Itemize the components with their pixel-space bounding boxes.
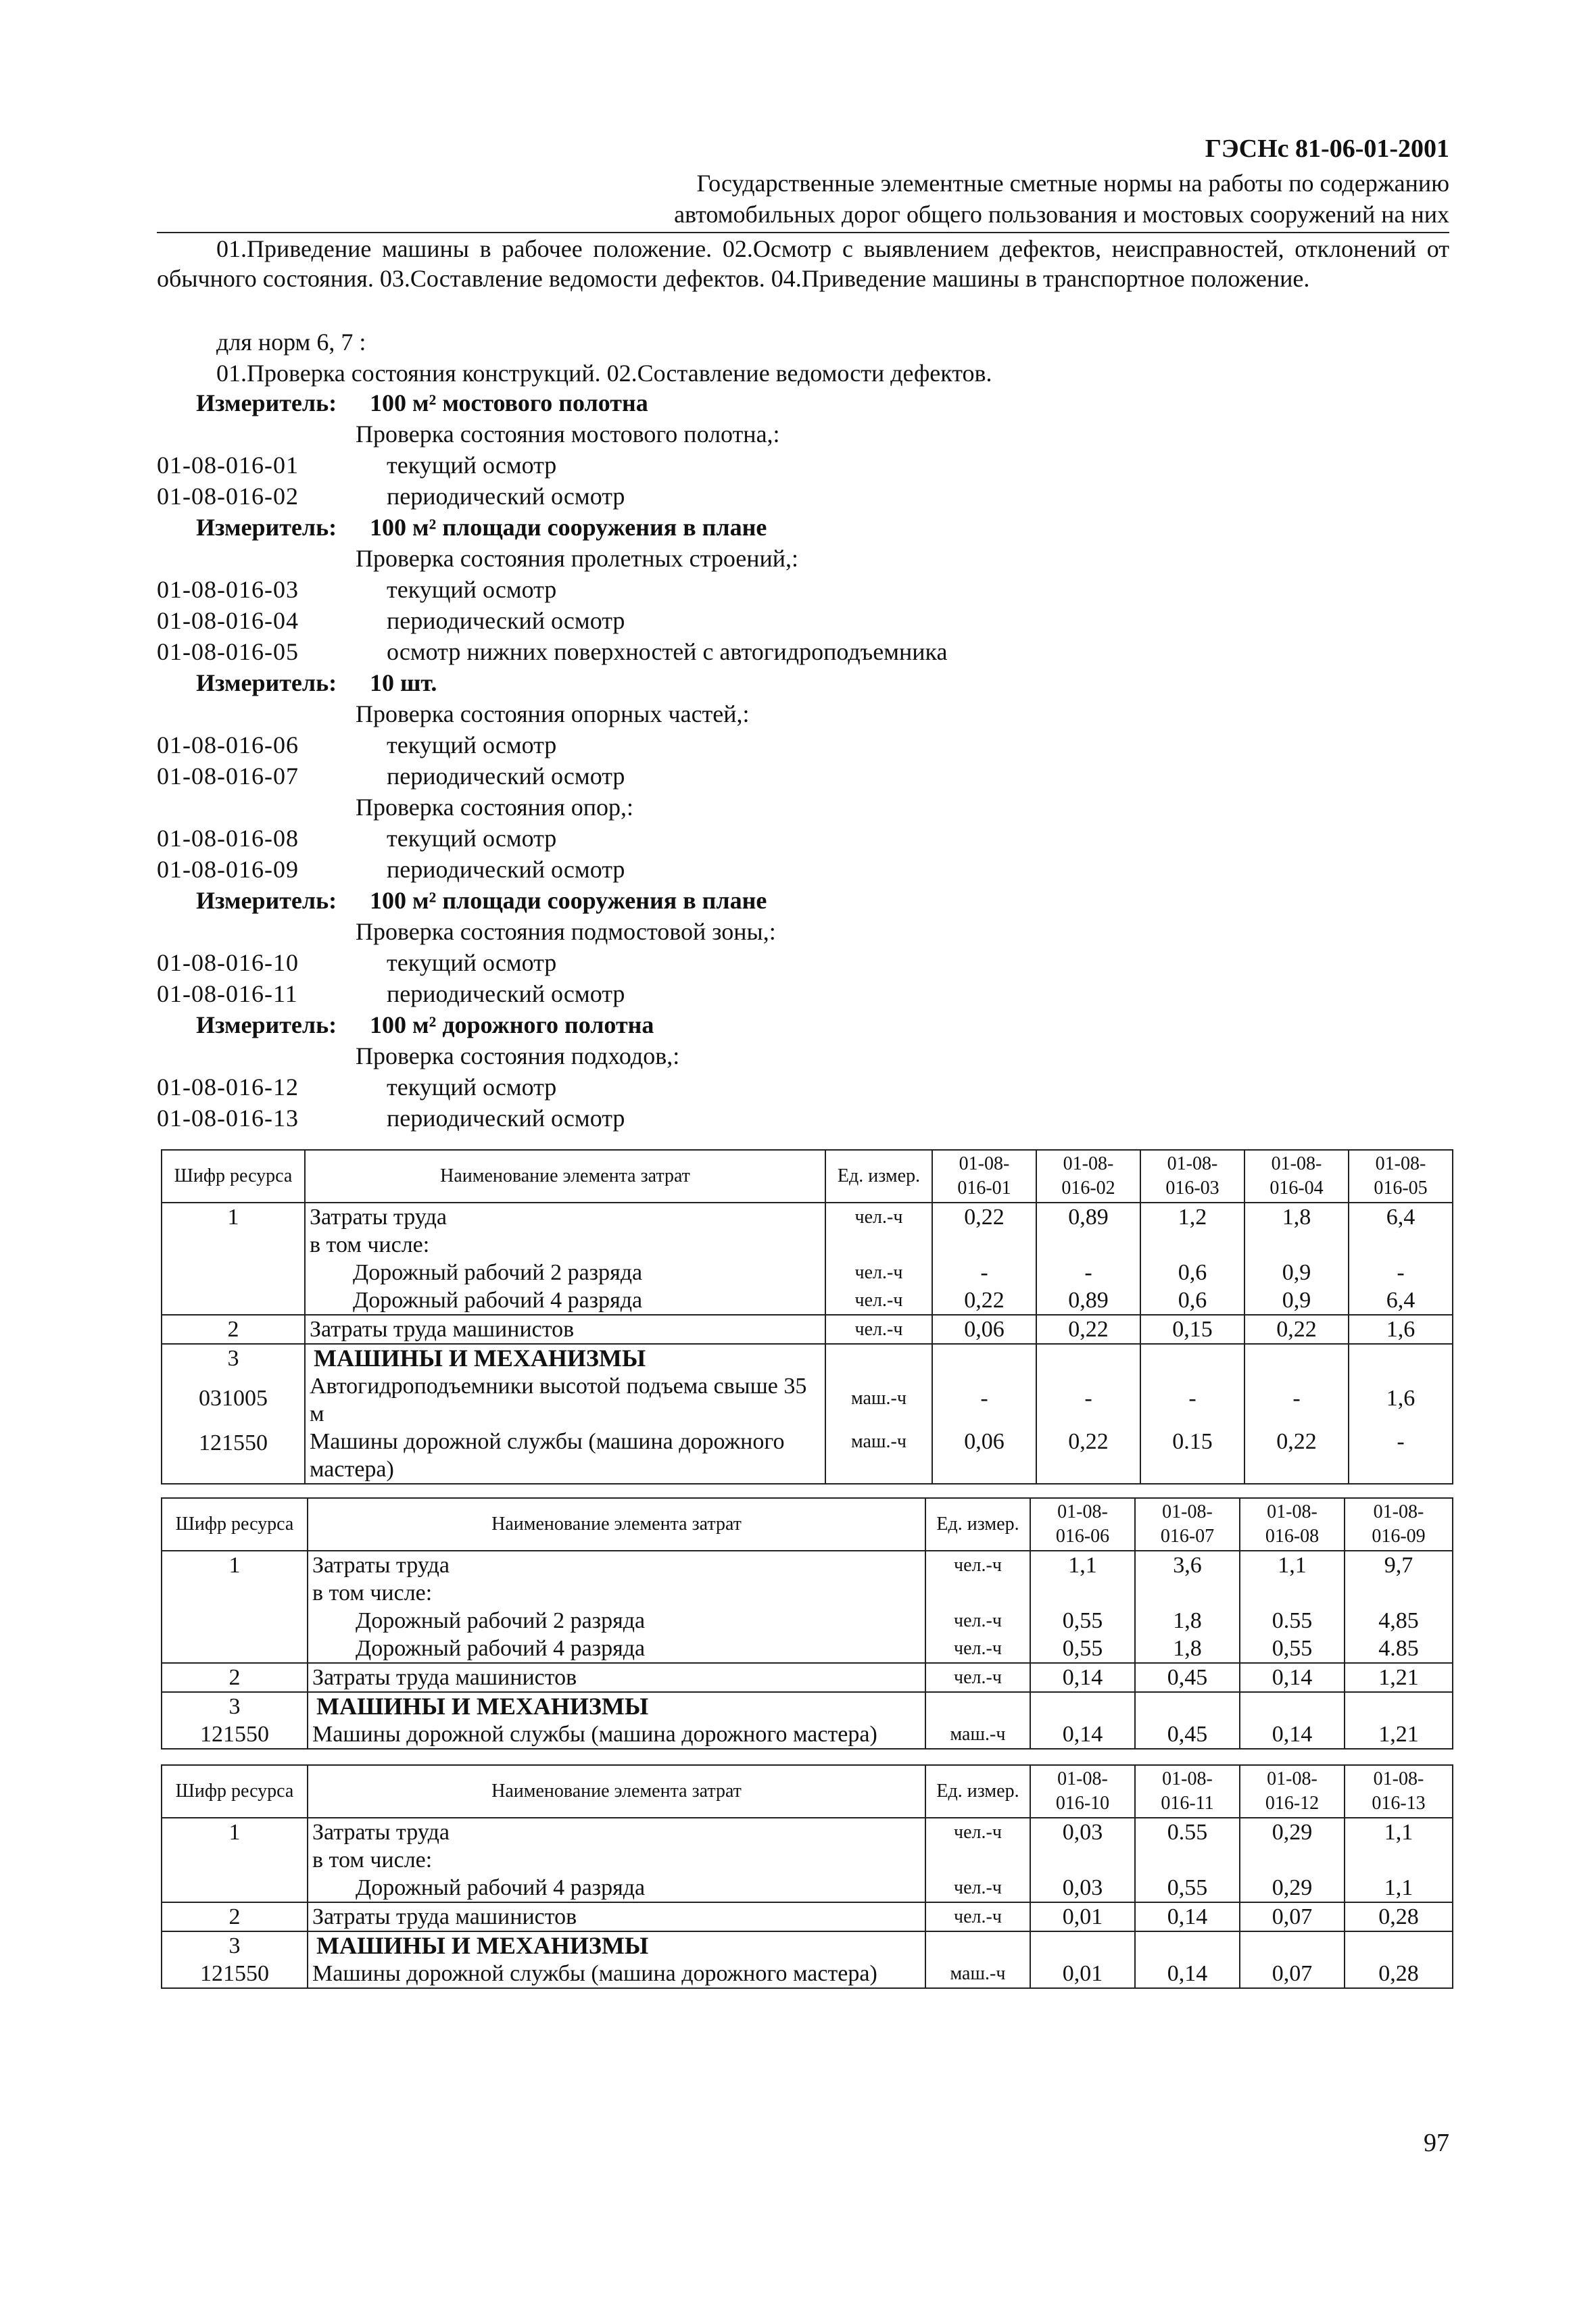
- cell-unit: чел.-ч: [825, 1203, 932, 1231]
- cell-value: 0,15: [1140, 1315, 1244, 1344]
- cell-code: 3: [162, 1344, 305, 1372]
- cell-value: 0,28: [1345, 1960, 1453, 1988]
- norm-code: 01-08-016-05: [157, 638, 299, 665]
- table-row: [162, 1720, 1453, 1749]
- cell-unit: чел.-ч: [925, 1902, 1030, 1931]
- cell-name: Машины дорожной службы (машина дорожного мастера): [308, 1960, 925, 1988]
- norm-description: периодический осмотр: [387, 763, 625, 790]
- norm-description: текущий осмотр: [387, 731, 557, 758]
- table-row: [162, 1286, 1453, 1315]
- cell-name: Машины дорожной службы (машина дорожного мастера): [305, 1428, 825, 1484]
- cell-value: 0,07: [1240, 1960, 1345, 1988]
- cell-value: 0.15: [1140, 1428, 1244, 1484]
- col-header-norm: 01-08- 016-04: [1244, 1150, 1349, 1203]
- norm-code: 01-08-016-06: [157, 731, 299, 758]
- cell-value: 0,22: [1244, 1428, 1349, 1484]
- group-heading: Проверка состояния опор,:: [356, 794, 634, 821]
- cell-unit: чел.-ч: [925, 1607, 1030, 1635]
- col-header-code: Шифр ресурса: [162, 1765, 308, 1818]
- cell-code: 121550: [162, 1720, 308, 1749]
- cell-value: 1,6: [1349, 1372, 1453, 1428]
- cell-value: 0,55: [1135, 1874, 1240, 1902]
- cell-value: 0,14: [1240, 1720, 1345, 1749]
- work-composition-text-2: 01.Проверка состояния конструкций. 02.Составление ведомости дефектов.: [216, 360, 992, 387]
- norm-description: текущий осмотр: [387, 576, 557, 603]
- cell-value: 0,14: [1030, 1663, 1135, 1692]
- measurer-5: [196, 1011, 654, 1039]
- cell-value: 0,22: [1244, 1315, 1349, 1344]
- measurer-label: Измеритель:: [196, 1011, 337, 1038]
- norm-code: 01-08-016-12: [157, 1073, 299, 1101]
- col-header-norm: 01-08- 016-02: [1036, 1150, 1140, 1203]
- norm-code: 01-08-016-02: [157, 483, 299, 510]
- cell-value: 0,14: [1135, 1960, 1240, 1988]
- cell-name: Затраты труда машинистов: [308, 1663, 925, 1692]
- measurer-label: Измеритель:: [196, 514, 337, 541]
- norm-description: периодический осмотр: [387, 483, 625, 510]
- cell-name: Затраты труда: [308, 1818, 925, 1846]
- cell-unit: чел.-ч: [825, 1259, 932, 1286]
- cell-value: 0,55: [1030, 1607, 1135, 1635]
- cell-code: 2: [162, 1902, 308, 1931]
- measurer-value: 100 м² площади сооружения в плане: [370, 514, 767, 541]
- cell-value: 0,22: [932, 1203, 1036, 1231]
- cell-code: 121550: [162, 1960, 308, 1988]
- table-row: [162, 1203, 1453, 1231]
- cell-value: 0,22: [932, 1286, 1036, 1315]
- cell-value: -: [932, 1259, 1036, 1286]
- group-heading: Проверка состояния подходов,:: [356, 1042, 680, 1069]
- table-row: [162, 1607, 1453, 1635]
- cell-value: 0,55: [1240, 1635, 1345, 1663]
- table-row: [162, 1874, 1453, 1902]
- col-header-norm: 01-08- 016-10: [1030, 1765, 1135, 1818]
- table-row: [162, 1902, 1453, 1931]
- col-header-code: Шифр ресурса: [162, 1498, 308, 1551]
- norm-code: 01-08-016-10: [157, 949, 299, 976]
- measurer-value: 100 м² площади сооружения в плане: [370, 887, 767, 914]
- table-row: [162, 1818, 1453, 1846]
- norm-code: 01-08-016-07: [157, 763, 299, 790]
- col-header-norm: 01-08- 016-06: [1030, 1498, 1135, 1551]
- cell-value: 0,03: [1030, 1874, 1135, 1902]
- section-heading: МАШИНЫ И МЕХАНИЗМЫ: [308, 1931, 925, 1960]
- norm-code: 01-08-016-01: [157, 452, 299, 479]
- norm-code: 01-08-016-04: [157, 607, 299, 634]
- norm-description: текущий осмотр: [387, 825, 557, 852]
- cell-code: 1: [162, 1818, 308, 1846]
- norm-description: текущий осмотр: [387, 1073, 557, 1101]
- cell-value: 1,8: [1244, 1203, 1349, 1231]
- cell-value: 0,29: [1240, 1818, 1345, 1846]
- cell-value: 0,14: [1240, 1663, 1345, 1692]
- cell-name: Дорожный рабочий 4 разряда: [308, 1635, 925, 1663]
- norm-code: 01-08-016-03: [157, 576, 299, 603]
- cell-code: 1: [162, 1551, 308, 1579]
- cell-value: -: [1036, 1259, 1140, 1286]
- group-heading: Проверка состояния мостового полотна,:: [356, 420, 780, 448]
- cell-value: 0,22: [1036, 1315, 1140, 1344]
- cell-code: 1: [162, 1203, 305, 1231]
- measurer-label: Измеритель:: [196, 669, 337, 696]
- cell-name: Затраты труда: [308, 1551, 925, 1579]
- cell-value: 0.55: [1240, 1607, 1345, 1635]
- measurer-2: [196, 513, 767, 541]
- cell-code: 2: [162, 1315, 305, 1344]
- cell-unit: чел.-ч: [925, 1551, 1030, 1579]
- cell-value: 0,6: [1140, 1259, 1244, 1286]
- col-header-code: Шифр ресурса: [162, 1150, 305, 1203]
- cell-value: 4.85: [1345, 1635, 1453, 1663]
- col-header-norm: 01-08- 016-12: [1240, 1765, 1345, 1818]
- cell-value: 0,29: [1240, 1874, 1345, 1902]
- cell-value: 0,07: [1240, 1902, 1345, 1931]
- cell-value: -: [932, 1372, 1036, 1428]
- table-row: [162, 1579, 1453, 1607]
- col-header-norm: 01-08- 016-05: [1349, 1150, 1453, 1203]
- cell-value: -: [1140, 1372, 1244, 1428]
- cell-value: 4,85: [1345, 1607, 1453, 1635]
- cell-value: 1,1: [1345, 1818, 1453, 1846]
- cell-value: 0,14: [1135, 1902, 1240, 1931]
- table-row: [162, 1372, 1453, 1428]
- norm-description: текущий осмотр: [387, 949, 557, 976]
- cell-name: Машины дорожной службы (машина дорожного мастера): [308, 1720, 925, 1749]
- cell-value: 0,9: [1244, 1259, 1349, 1286]
- cell-value: 1,2: [1140, 1203, 1244, 1231]
- cell-name: Затраты труда машинистов: [308, 1902, 925, 1931]
- cell-value: -: [1349, 1259, 1453, 1286]
- resource-table-3: [161, 1764, 1453, 1989]
- cell-value: 0,01: [1030, 1960, 1135, 1988]
- col-header-norm: 01-08- 016-13: [1345, 1765, 1453, 1818]
- table-row: [162, 1960, 1453, 1988]
- col-header-unit: Ед. измер.: [925, 1765, 1030, 1818]
- table-row: [162, 1315, 1453, 1344]
- group-heading: Проверка состояния подмостовой зоны,:: [356, 918, 776, 945]
- col-header-unit: Ед. измер.: [825, 1150, 932, 1203]
- col-header-norm: 01-08- 016-08: [1240, 1498, 1345, 1551]
- cell-value: 9,7: [1345, 1551, 1453, 1579]
- table-row: [162, 1846, 1453, 1874]
- col-header-name: Наименование элемента затрат: [308, 1765, 925, 1818]
- norm-description: осмотр нижних поверхностей с автогидроподъемника: [387, 638, 948, 665]
- cell-unit: чел.-ч: [825, 1315, 932, 1344]
- col-header-norm: 01-08- 016-07: [1135, 1498, 1240, 1551]
- measurer-4: [196, 886, 767, 915]
- document-code: ГЭСНс 81-06-01-2001: [1205, 135, 1449, 163]
- measurer-3: [196, 669, 437, 697]
- measurer-value: 10 шт.: [370, 669, 437, 696]
- cell-value: 0,01: [1030, 1902, 1135, 1931]
- measurer-label: Измеритель:: [196, 887, 337, 914]
- col-header-norm: 01-08- 016-01: [932, 1150, 1036, 1203]
- document-title-line-1: Государственные элементные сметные нормы на работы по содержанию: [696, 170, 1449, 197]
- col-header-name: Наименование элемента затрат: [308, 1498, 925, 1551]
- table-row: [162, 1344, 1453, 1372]
- cell-unit: чел.-ч: [825, 1286, 932, 1315]
- norm-description: периодический осмотр: [387, 980, 625, 1007]
- cell-unit: маш.-ч: [925, 1720, 1030, 1749]
- cell-value: 0,06: [932, 1315, 1036, 1344]
- norm-code: 01-08-016-08: [157, 825, 299, 852]
- document-title-line-2: автомобильных дорог общего пользования и мостовых сооружений на них: [674, 201, 1449, 228]
- cell-value: 0,89: [1036, 1203, 1140, 1231]
- measurer-label: Измеритель:: [196, 389, 337, 416]
- cell-name: Дорожный рабочий 2 разряда: [308, 1607, 925, 1635]
- cell-name: Затраты труда: [305, 1203, 825, 1231]
- norm-code: 01-08-016-13: [157, 1105, 299, 1132]
- col-header-norm: 01-08- 016-11: [1135, 1765, 1240, 1818]
- cell-value: 0,45: [1135, 1720, 1240, 1749]
- norms-note: для норм 6, 7 :: [216, 329, 366, 356]
- cell-name: Дорожный рабочий 4 разряда: [308, 1874, 925, 1902]
- cell-name: Автогидроподъемники высотой подъема свыше 35 м: [305, 1372, 825, 1428]
- section-heading: МАШИНЫ И МЕХАНИЗМЫ: [305, 1344, 825, 1372]
- cell-value: 0,14: [1030, 1720, 1135, 1749]
- table-row: [162, 1635, 1453, 1663]
- cell-name: Дорожный рабочий 4 разряда: [305, 1286, 825, 1315]
- cell-value: 1,1: [1030, 1551, 1135, 1579]
- group-heading: Проверка состояния пролетных строений,:: [356, 545, 799, 572]
- col-header-name: Наименование элемента затрат: [305, 1150, 825, 1203]
- cell-unit: маш.-ч: [825, 1428, 932, 1484]
- header-divider: [157, 232, 1449, 233]
- cell-value: 1,8: [1135, 1607, 1240, 1635]
- section-heading: МАШИНЫ И МЕХАНИЗМЫ: [308, 1692, 925, 1720]
- measurer-value: 100 м² мостового полотна: [370, 389, 648, 416]
- cell-value: 1,8: [1135, 1635, 1240, 1663]
- cell-value: 6,4: [1349, 1203, 1453, 1231]
- norm-description: периодический осмотр: [387, 1105, 625, 1132]
- cell-value: 0,45: [1135, 1663, 1240, 1692]
- table-row: [162, 1931, 1453, 1960]
- norm-description: периодический осмотр: [387, 607, 625, 634]
- cell-value: 1,21: [1345, 1663, 1453, 1692]
- group-heading: Проверка состояния опорных частей,:: [356, 700, 750, 727]
- cell-value: 0,9: [1244, 1286, 1349, 1315]
- cell-value: 0,22: [1036, 1428, 1140, 1484]
- cell-value: 1,21: [1345, 1720, 1453, 1749]
- cell-unit: чел.-ч: [925, 1874, 1030, 1902]
- cell-code: 3: [162, 1692, 308, 1720]
- cell-value: 0,6: [1140, 1286, 1244, 1315]
- norm-code: 01-08-016-09: [157, 856, 299, 883]
- col-header-norm: 01-08- 016-09: [1345, 1498, 1453, 1551]
- norm-description: текущий осмотр: [387, 452, 557, 479]
- cell-value: 3,6: [1135, 1551, 1240, 1579]
- col-header-norm: 01-08- 016-03: [1140, 1150, 1244, 1203]
- cell-name: в том числе:: [305, 1231, 825, 1259]
- cell-value: 1,1: [1240, 1551, 1345, 1579]
- cell-unit: маш.-ч: [925, 1960, 1030, 1988]
- resource-table-2: [161, 1497, 1453, 1750]
- cell-value: 0.55: [1135, 1818, 1240, 1846]
- cell-value: -: [1349, 1428, 1453, 1484]
- table-row: [162, 1551, 1453, 1579]
- page-number: 97: [1424, 2129, 1449, 2157]
- cell-value: 0,06: [932, 1428, 1036, 1484]
- table-row: [162, 1428, 1453, 1484]
- cell-name: в том числе:: [308, 1579, 925, 1607]
- cell-code: 031005: [162, 1372, 305, 1428]
- table-row: [162, 1692, 1453, 1720]
- table-row: [162, 1259, 1453, 1286]
- cell-value: 0,03: [1030, 1818, 1135, 1846]
- col-header-unit: Ед. измер.: [925, 1498, 1030, 1551]
- cell-value: 0,55: [1030, 1635, 1135, 1663]
- cell-unit: маш.-ч: [825, 1372, 932, 1428]
- cell-code: 3: [162, 1931, 308, 1960]
- measurer-value: 100 м² дорожного полотна: [370, 1011, 654, 1038]
- cell-code: 121550: [162, 1428, 305, 1484]
- cell-value: -: [1244, 1372, 1349, 1428]
- cell-value: 6,4: [1349, 1286, 1453, 1315]
- cell-value: 1,6: [1349, 1315, 1453, 1344]
- measurer-1: [196, 389, 648, 417]
- cell-code: 2: [162, 1663, 308, 1692]
- cell-name: Дорожный рабочий 2 разряда: [305, 1259, 825, 1286]
- norm-code: 01-08-016-11: [157, 980, 298, 1007]
- work-composition-text: 01.Приведение машины в рабочее положение. 02.Осмотр с выявлением дефектов, неисправностей, отклонений от обычного состояния. 03.Составление ведомости дефектов. 04.Приведение машины в транспортное положение.: [157, 235, 1449, 292]
- cell-name: Затраты труда машинистов: [305, 1315, 825, 1344]
- table-row: [162, 1663, 1453, 1692]
- cell-unit: чел.-ч: [925, 1663, 1030, 1692]
- cell-unit: чел.-ч: [925, 1818, 1030, 1846]
- norm-description: периодический осмотр: [387, 856, 625, 883]
- cell-name: в том числе:: [308, 1846, 925, 1874]
- cell-value: 0,28: [1345, 1902, 1453, 1931]
- cell-value: 0,89: [1036, 1286, 1140, 1315]
- cell-unit: чел.-ч: [925, 1635, 1030, 1663]
- cell-value: -: [1036, 1372, 1140, 1428]
- table-row: [162, 1231, 1453, 1259]
- resource-table-1: [161, 1149, 1453, 1485]
- cell-value: 1,1: [1345, 1874, 1453, 1902]
